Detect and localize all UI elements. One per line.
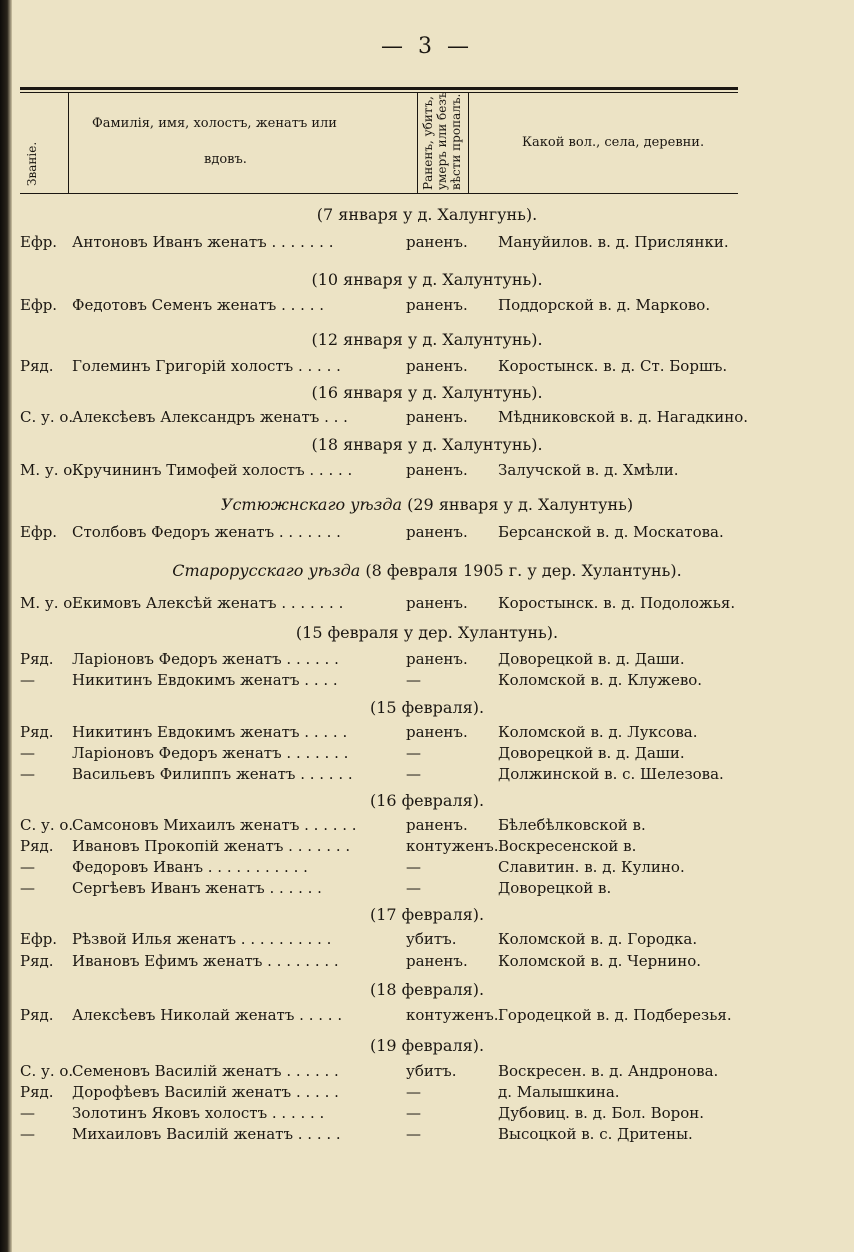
- table-row: [0, 1006, 854, 1030]
- header-divider: [68, 93, 69, 193]
- row-place: д. Малышкина.: [498, 1083, 620, 1101]
- row-status: —: [406, 1104, 421, 1122]
- row-rank: Ефр.: [20, 233, 58, 251]
- row-name: Никитинъ Евдокимъ женатъ . . . . .: [72, 723, 348, 741]
- row-name: Сергѣевъ Иванъ женатъ . . . . . .: [72, 879, 322, 897]
- header-status-line2: умеръ или безъ: [435, 91, 449, 190]
- row-status: раненъ.: [406, 723, 468, 741]
- row-name: Ларіоновъ Федоръ женатъ . . . . . .: [72, 650, 339, 668]
- row-name: Самсоновъ Михаилъ женатъ . . . . . .: [72, 816, 357, 834]
- section-title: (10 января у д. Халунтунь).: [311, 270, 543, 289]
- row-name: Големинъ Григорій холостъ . . . . .: [72, 357, 341, 375]
- row-name: Семеновъ Василій женатъ . . . . . .: [72, 1062, 339, 1080]
- header-name-line1: Фамилія, имя, холостъ, женатъ или: [92, 116, 337, 131]
- row-rank: Ряд.: [20, 357, 54, 375]
- row-rank: Ряд.: [20, 650, 54, 668]
- row-status: раненъ.: [406, 650, 468, 668]
- row-name: Золотинъ Яковъ холостъ . . . . . .: [72, 1104, 325, 1122]
- row-name: Васильевъ Филиппъ женатъ . . . . . .: [72, 765, 353, 783]
- section-title: (17 февраля).: [369, 905, 485, 924]
- row-place: Коломской в. д. Клужево.: [498, 671, 703, 689]
- row-status: раненъ.: [406, 523, 468, 541]
- header-rank: Званіе.: [25, 141, 39, 186]
- header-name-line2: вдовъ.: [204, 152, 247, 167]
- row-place: Мѣдниковской в. д. Нагадкино.: [498, 408, 749, 426]
- row-place: Коростынск. в. д. Подоложья.: [498, 594, 736, 612]
- row-name: Рѣзвой Илья женатъ . . . . . . . . . .: [72, 930, 332, 948]
- row-place: Коломской в. д. Городка.: [498, 930, 698, 948]
- row-status: раненъ.: [406, 233, 468, 251]
- header-divider: [417, 93, 418, 193]
- row-rank: Ряд.: [20, 1006, 54, 1024]
- page-number: — 3 —: [381, 34, 473, 59]
- table-row: [0, 952, 854, 976]
- row-name: Антоновъ Иванъ женатъ . . . . . . .: [72, 233, 334, 251]
- row-name: Кручининъ Тимофей холостъ . . . . .: [72, 461, 353, 479]
- header-rule-bottom: [20, 193, 738, 194]
- row-status: —: [406, 858, 421, 876]
- row-rank: Ряд.: [20, 723, 54, 741]
- table-row: [0, 1125, 854, 1149]
- section-title: [0, 495, 854, 514]
- row-rank: Ефр.: [20, 523, 58, 541]
- table-row: [0, 879, 854, 903]
- table-row: [0, 408, 854, 432]
- row-name: Федотовъ Семенъ женатъ . . . . .: [72, 296, 325, 314]
- section-title: (12 января у д. Халунтунь).: [311, 330, 543, 349]
- section-title: (19 февраля).: [369, 1036, 485, 1055]
- row-place: Дубовиц. в. д. Бол. Ворон.: [498, 1104, 705, 1122]
- row-rank: Ефр.: [20, 930, 58, 948]
- table-row: [0, 930, 854, 954]
- row-rank: Ряд.: [20, 837, 54, 855]
- table-row: [0, 671, 854, 695]
- row-rank: Ряд.: [20, 1083, 54, 1101]
- row-place: Славитин. в. д. Кулино.: [498, 858, 685, 876]
- table-row: [0, 296, 854, 320]
- row-place: Воскресен. в. д. Андронова.: [498, 1062, 719, 1080]
- row-status: убитъ.: [406, 930, 457, 948]
- section-title-district: Старорусскаго уѣзда: [172, 561, 361, 580]
- row-status: контуженъ.: [406, 1006, 499, 1024]
- row-place: Бѣлебѣлковской в.: [498, 816, 646, 834]
- row-rank: Ряд.: [20, 952, 54, 970]
- header-rule-top: [20, 87, 738, 90]
- table-row: [0, 765, 854, 789]
- section-title: (7 января у д. Халунгунь).: [316, 205, 538, 224]
- row-place: Доворецкой в.: [498, 879, 612, 897]
- section-title: (18 января у д. Халунтунь).: [311, 435, 543, 454]
- row-name: Столбовъ Федоръ женатъ . . . . . . .: [72, 523, 341, 541]
- row-rank: С. у. о.: [20, 816, 74, 834]
- row-place: Мануйилов. в. д. Прислянки.: [498, 233, 729, 251]
- row-status: —: [406, 879, 421, 897]
- row-rank: Ефр.: [20, 296, 58, 314]
- row-status: раненъ.: [406, 952, 468, 970]
- row-status: —: [406, 671, 421, 689]
- row-place: Воскресенской в.: [498, 837, 637, 855]
- row-rank: —: [20, 671, 35, 689]
- header-place: Какой вол., села, деревни.: [522, 135, 705, 150]
- header-status-line3: вѣсти пропалъ.: [449, 93, 463, 190]
- row-name: Никитинъ Евдокимъ женатъ . . . .: [72, 671, 338, 689]
- row-name: Ивановъ Прокопій женатъ . . . . . . .: [72, 837, 351, 855]
- section-title: (16 февраля).: [369, 791, 485, 810]
- section-title: (15 февраля у дер. Хулантунь).: [295, 623, 559, 642]
- row-place: Доворецкой в. д. Даши.: [498, 744, 685, 762]
- row-place: Коростынск. в. д. Ст. Боршъ.: [498, 357, 728, 375]
- row-status: —: [406, 1125, 421, 1143]
- table-row: [0, 523, 854, 547]
- row-name: Алексѣевъ Николай женатъ . . . . .: [72, 1006, 343, 1024]
- row-name: Екимовъ Алексѣй женатъ . . . . . . .: [72, 594, 344, 612]
- row-status: убитъ.: [406, 1062, 457, 1080]
- section-title-district: Устюжнскаго уѣзда: [220, 495, 403, 514]
- row-status: раненъ.: [406, 408, 468, 426]
- row-name: Михаиловъ Василій женатъ . . . . .: [72, 1125, 341, 1143]
- section-title: (16 января у д. Халунтунь).: [311, 383, 543, 402]
- table-row: [0, 233, 854, 257]
- header-rule-top-thin: [20, 92, 738, 93]
- row-place: Городецкой в. д. Подберезья.: [498, 1006, 732, 1024]
- row-place: Поддорской в. д. Марково.: [498, 296, 711, 314]
- row-name: Ивановъ Ефимъ женатъ . . . . . . . .: [72, 952, 339, 970]
- section-title: [0, 561, 854, 580]
- row-status: —: [406, 765, 421, 783]
- row-rank: С. у. о.: [20, 1062, 74, 1080]
- row-status: раненъ.: [406, 816, 468, 834]
- row-rank: —: [20, 1125, 35, 1143]
- row-status: контуженъ.: [406, 837, 499, 855]
- row-status: —: [406, 744, 421, 762]
- row-name: Федоровъ Иванъ . . . . . . . . . . .: [72, 858, 308, 876]
- row-status: раненъ.: [406, 594, 468, 612]
- row-rank: М. у. о.: [20, 594, 78, 612]
- row-place: Берсанской в. д. Москатова.: [498, 523, 724, 541]
- row-place: Залучской в. д. Хмѣли.: [498, 461, 679, 479]
- row-place: Должинской в. с. Шелезова.: [498, 765, 724, 783]
- section-title: (15 февраля).: [369, 698, 485, 717]
- row-rank: —: [20, 879, 35, 897]
- row-rank: С. у. о.: [20, 408, 74, 426]
- row-name: Ларіоновъ Федоръ женатъ . . . . . . .: [72, 744, 349, 762]
- row-status: раненъ.: [406, 296, 468, 314]
- table-row: [0, 357, 854, 381]
- table-row: [0, 594, 854, 618]
- table-row: [0, 461, 854, 485]
- header-divider: [468, 93, 469, 193]
- section-title-date: (8 февраля 1905 г. у дер. Хулантунь).: [360, 561, 682, 580]
- row-status: раненъ.: [406, 357, 468, 375]
- row-status: раненъ.: [406, 461, 468, 479]
- row-place: Коломской в. д. Чернино.: [498, 952, 702, 970]
- row-rank: —: [20, 744, 35, 762]
- row-name: Алексѣевъ Александръ женатъ . . .: [72, 408, 348, 426]
- header-status-line1: Раненъ, убитъ,: [421, 96, 435, 190]
- row-place: Доворецкой в. д. Даши.: [498, 650, 685, 668]
- row-rank: —: [20, 765, 35, 783]
- row-place: Высоцкой в. с. Дритены.: [498, 1125, 693, 1143]
- section-title: (18 февраля).: [369, 980, 485, 999]
- row-rank: —: [20, 858, 35, 876]
- row-place: Коломской в. д. Луксова.: [498, 723, 698, 741]
- row-name: Дорофѣевъ Василій женатъ . . . . .: [72, 1083, 339, 1101]
- row-status: —: [406, 1083, 421, 1101]
- row-rank: —: [20, 1104, 35, 1122]
- section-title-date: (29 января у д. Халунтунь): [402, 495, 634, 514]
- row-rank: М. у. о.: [20, 461, 78, 479]
